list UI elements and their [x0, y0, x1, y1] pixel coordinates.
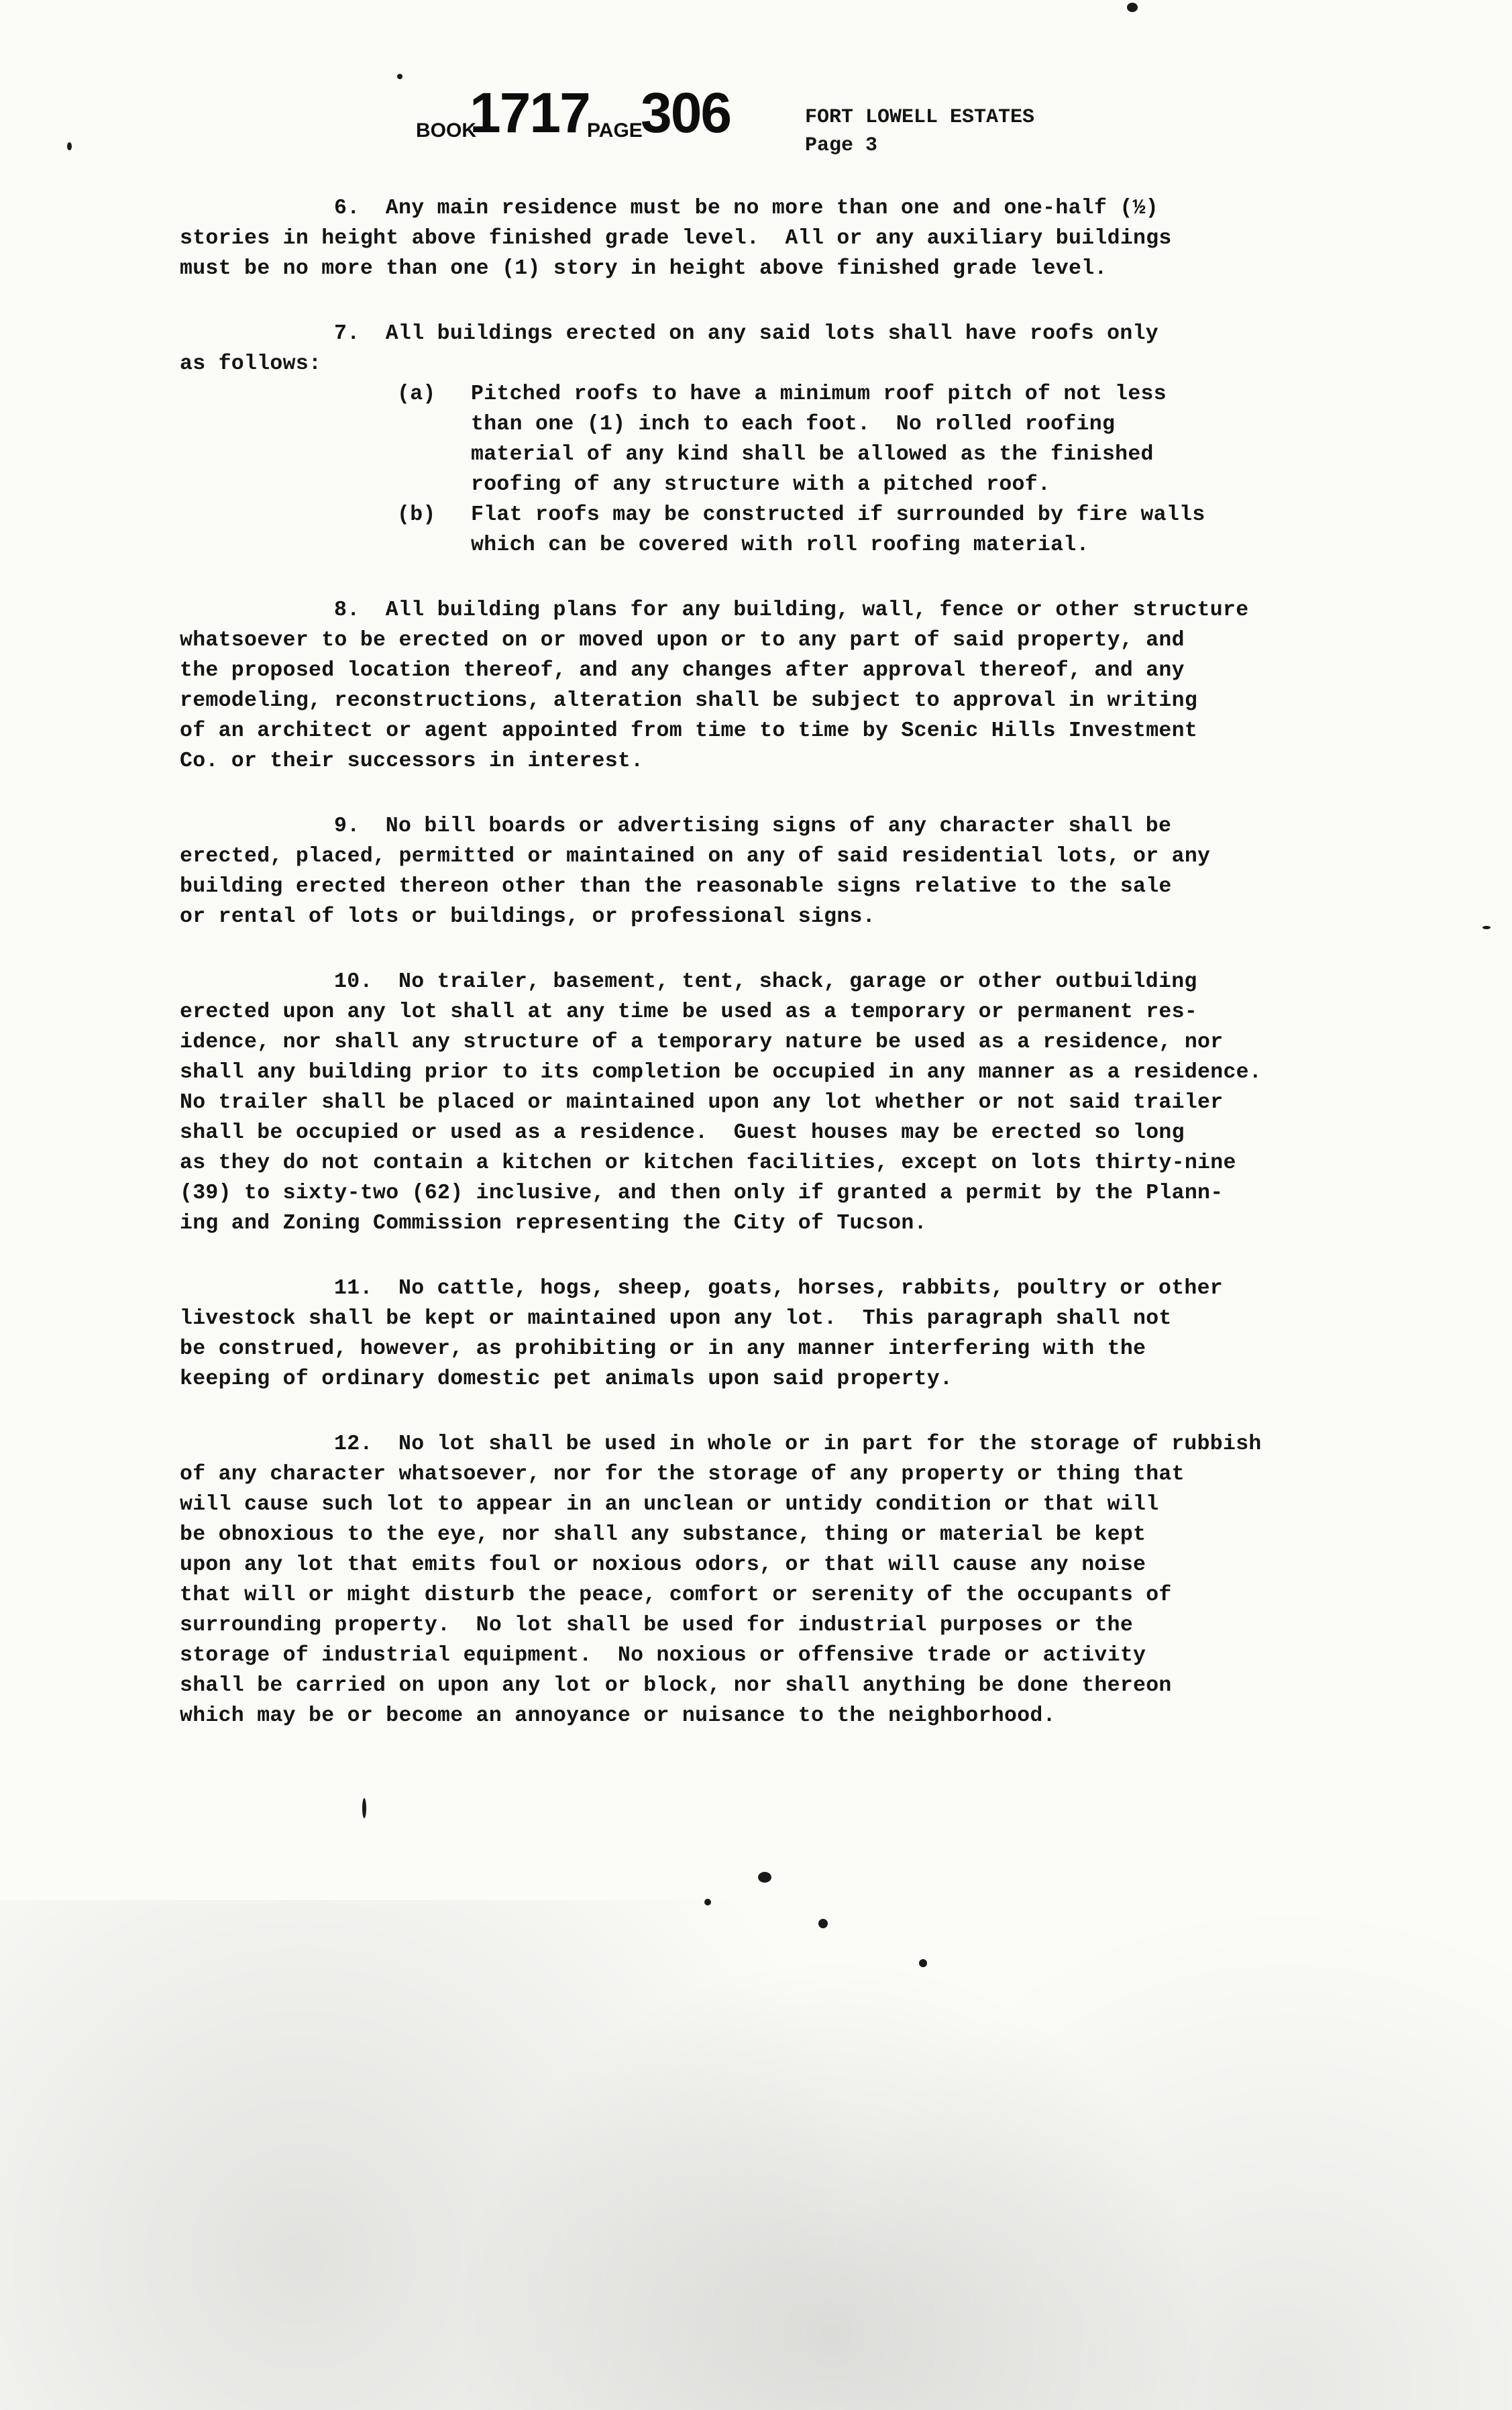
paragraph-8-body: whatsoever to be erected on or moved upon or to any part of said property, and the proposed location thereof, and any changes after approval thereof, and any remodeling, reconstructions, alteration shall be subject to approval in writing of an architect or agent appointed from time to time by Scenic Hills Investment Co. or their successors in interest. — [180, 629, 1198, 773]
list-item — [397, 379, 1454, 500]
scan-speck — [818, 1919, 828, 1928]
paragraph-7-body: as follows: — [180, 352, 322, 376]
estate-header — [805, 103, 1034, 160]
item-text-b: Flat roofs may be constructed if surrounded by fire walls which can be covered with roll roofing material. — [471, 503, 1205, 557]
paragraph-12 — [180, 1429, 1454, 1731]
list-item — [397, 500, 1454, 560]
item-label-b: (b) — [397, 503, 436, 527]
paragraph-9-body: erected, placed, permitted or maintained on any of said residential lots, or any building erected thereon other than the reasonable signs relative to the sale or rental of lots or buildings, or professional signs. — [180, 845, 1211, 929]
page-reference: Page 3 — [805, 134, 878, 157]
paragraph-7-first-line: 7. All buildings erected on any said lots shall have roofs only — [334, 322, 1158, 346]
scan-speck — [704, 1899, 711, 1905]
paragraph-11 — [180, 1273, 1454, 1394]
page-header — [416, 81, 1355, 174]
scan-noise — [0, 1900, 1512, 2410]
paragraph-9 — [180, 811, 1454, 932]
estate-name: FORT LOWELL ESTATES — [805, 106, 1035, 129]
book-number: 1717 — [470, 81, 590, 144]
paragraph-8 — [180, 595, 1454, 776]
paragraph-11-first-line: 11. No cattle, hogs, sheep, goats, horses, rabbits, poultry or other — [334, 1277, 1224, 1300]
paragraph-10 — [180, 967, 1454, 1239]
paragraph-12-first-line: 12. No lot shall be used in whole or in part for the storage of rubbish — [334, 1432, 1262, 1456]
scan-speck — [1127, 3, 1138, 12]
paragraph-8-first-line: 8. All building plans for any building, wall, fence or other structure — [334, 598, 1249, 622]
paragraph-7-items — [180, 379, 1454, 560]
scan-speck — [758, 1872, 771, 1883]
scan-speck — [1482, 926, 1491, 929]
page-number: 306 — [641, 81, 731, 144]
scan-speck — [919, 1959, 927, 1967]
paragraph-10-first-line: 10. No trailer, basement, tent, shack, garage or other outbuilding — [334, 970, 1197, 994]
paragraph-6 — [180, 193, 1454, 284]
item-label-a: (a) — [397, 382, 436, 406]
paragraph-10-body: erected upon any lot shall at any time be used as a temporary or permanent res- idence, nor shall any structure of a temporary nature be used as a residence, nor shall any building prior to its completion be occupied in any manner as a residence. No trailer shall be placed or maintained upon any lot whether or not said trailer shall be occupied or used as a residence. Guest houses may be erected so long as they do not contain a kitchen or kitchen facilities, except on lots thirty-nine (39) to sixty-two (62) inclusive, and then only if granted a permit by the Plann- ing and Zoning Commission representing the City of Tucson. — [180, 1000, 1262, 1235]
paragraph-9-first-line: 9. No bill boards or advertising signs of any character shall be — [334, 815, 1172, 838]
paragraph-12-body: of any character whatsoever, nor for the storage of any property or thing that will cause such lot to appear in an unclean or untidy condition or that will be obnoxious to the eye, nor shall any substance, thing or material be kept upon any lot that emits foul or noxious odors, or that will cause any noise that will or might disturb the peace, comfort or serenity of the occupants of surrounding property. No lot shall be used for industrial purposes or the storage of industrial equipment. No noxious or offensive trade or activity shall be carried on upon any lot or block, nor shall anything be done thereon which may be or become an annoyance or nuisance to the neighborhood. — [180, 1463, 1185, 1728]
scan-speck — [67, 142, 72, 150]
paragraph-6-body: stories in height above finished grade level. All or any auxiliary buildings must be no more than one (1) story in height above finished grade level. — [180, 227, 1172, 280]
page-label: PAGE — [587, 119, 643, 142]
paragraph-7 — [180, 319, 1454, 379]
book-label: BOOK — [416, 119, 476, 142]
document-body — [180, 193, 1454, 1766]
item-text-a: Pitched roofs to have a minimum roof pitch of not less than one (1) inch to each foot. No rolled roofing material of any kind shall be allowed as the finished roofing of any structure with a pitched roof. — [471, 382, 1167, 496]
scan-speck — [397, 74, 402, 79]
paragraph-11-body: livestock shall be kept or maintained upon any lot. This paragraph shall not be construed, however, as prohibiting or in any manner interfering with the keeping of ordinary domestic pet animals upon said property. — [180, 1307, 1172, 1391]
paragraph-6-first-line: 6. Any main residence must be no more than one and one-half (½) — [334, 197, 1158, 220]
scan-speck — [362, 1798, 366, 1818]
